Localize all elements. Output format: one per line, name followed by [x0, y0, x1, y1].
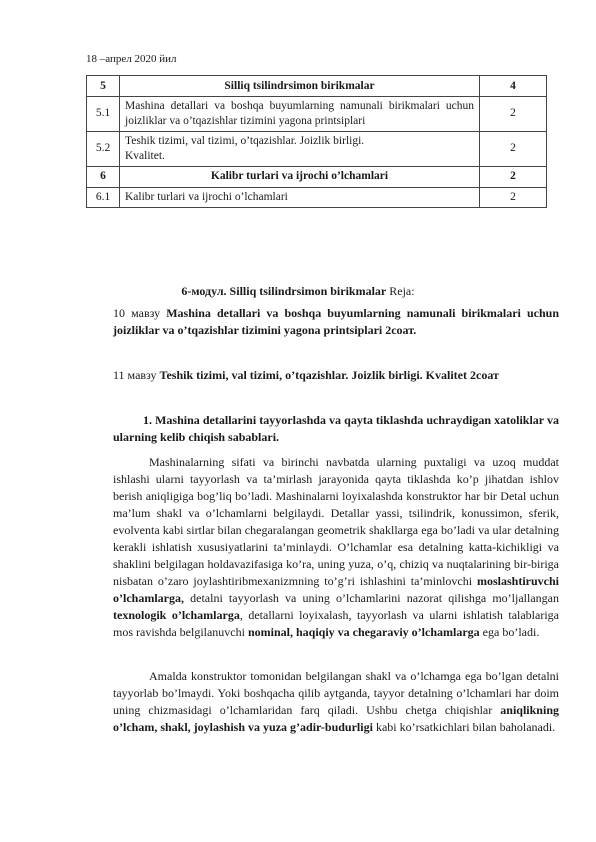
emphasis: moslashtiruvchi o’lchamlarga,	[113, 574, 559, 605]
emphasis: texnologik o’lchamlarga	[113, 608, 240, 622]
page-header-date: 18 –апрел 2020 йил	[86, 53, 177, 65]
text: ega bo’ladi.	[479, 625, 540, 639]
table-row	[87, 131, 547, 166]
module-title	[0, 284, 596, 299]
text: Amalda konstruktor tomonidan belgilangan shakl va o’lchamga ega bo’lgan detalni tayyorlab bo’lmaydi. Yoki boshqacha qilib aytganda, tayyor detalning o’lchamlari har doim uning chizmasidagi o’lchamlaridan farq qiladi. Ushbu chetga chiqishlar	[113, 669, 559, 717]
table-section-row	[87, 166, 547, 187]
row-number: 5.1	[87, 97, 120, 132]
emphasis: aniqlikning o’lcham, shakl, joylashish va yuza g’adir-budurligi	[113, 703, 559, 734]
table-row	[87, 187, 547, 207]
body-paragraph-1	[113, 454, 559, 641]
module-title-text: 6-модул. Silliq tsilindrsimon birikmalar	[181, 284, 387, 298]
row-number: 5.2	[87, 131, 120, 166]
text: detalni tayyorlash va uning o’lchamlarini nazorat qilishga mo’ljallangan	[184, 591, 559, 605]
row-hours: 2	[480, 97, 547, 132]
section-heading: 1. Mashina detallarini tayyorlashda va qayta tiklashda uchraydigan xatoliklar va ularning kelib chiqish sabablari.	[113, 413, 559, 444]
row-number: 5	[87, 76, 120, 97]
row-title: Kalibr turlari va ijrochi o’lchamlari	[120, 187, 480, 207]
topic-11	[113, 367, 559, 384]
row-hours: 4	[480, 76, 547, 97]
plan-table	[86, 75, 547, 208]
row-number: 6	[87, 166, 120, 187]
topic-title: Mashina detallari va boshqa buyumlarning namunali birikmalari uchun joizliklar va o’tqazishlar tizimini yagona printsiplari 2соат.	[113, 306, 559, 337]
body-paragraph-2	[113, 668, 559, 736]
row-title: Mashina detallari va boshqa buyumlarning namunali birikmalari uchun joizliklar va o’tqazishlar tizimini yagona printsiplari	[120, 97, 480, 132]
row-number: 6.1	[87, 187, 120, 207]
emphasis: nominal, haqiqiy va chegaraviy o’lchamlarga	[247, 625, 480, 639]
text: , detallarni loyixalash, tayyorlash va ularni ishlatish talablariga mos ravishda belgilanuvchi	[113, 608, 560, 639]
text: Mashinalarning sifati va birinchi navbatda ularning puxtaligi va uzoq muddat ishlashi ularni tayyorlash va ta’mirlash jarayonida qayta tiklashda ko’p jihatdan ishlov berish aniqligiga bog’liq bo’ladi. Mashinalarni loyixalashda konstruktor har bir Detal uchun ma’lum shakl va o’lchamlarni belgilaydi. Detallar yassi, tsilindrik, konussimon, sferik, evolventa kabi sirtlar bilan chegaralangan geometrik shakllarga ega bo’ladi va ular detalning kerakli ishlatish xususiyatlarini ta’minlaydi. O’lchamlar esa detalning katta-kichikligi va shaklini belgilagan holdavazifasiga ko’ra, uning yuza, o’q, chiziq va nuqtalarining bir-biriga nisbatan o’zaro joylashtiribmexanizmning to’g’ri ishlashini ta’minlovchi	[113, 455, 559, 588]
topic-title: Teshik tizimi, val tizimi, o’tqazishlar. Joizlik birligi. Kvalitet 2соат	[159, 368, 499, 382]
table-section-row	[87, 76, 547, 97]
topic-prefix: 11 мавзу	[113, 368, 157, 382]
row-title: Silliq tsilindrsimon birikmalar	[120, 76, 480, 97]
row-title: Teshik tizimi, val tizimi, o’tqazishlar. Joizlik birligi. Kvalitet.	[120, 131, 480, 166]
row-hours: 2	[480, 166, 547, 187]
row-title: Kalibr turlari va ijrochi o’lchamlari	[120, 166, 480, 187]
plan-label: Reja:	[389, 284, 415, 298]
topic-prefix: 10 мавзу	[113, 306, 161, 320]
row-hours: 2	[480, 187, 547, 207]
topic-10	[113, 305, 559, 339]
table-row	[87, 97, 547, 132]
text: kabi ko’rsatkichlari bilan baholanadi.	[372, 720, 556, 734]
row-hours: 2	[480, 131, 547, 166]
